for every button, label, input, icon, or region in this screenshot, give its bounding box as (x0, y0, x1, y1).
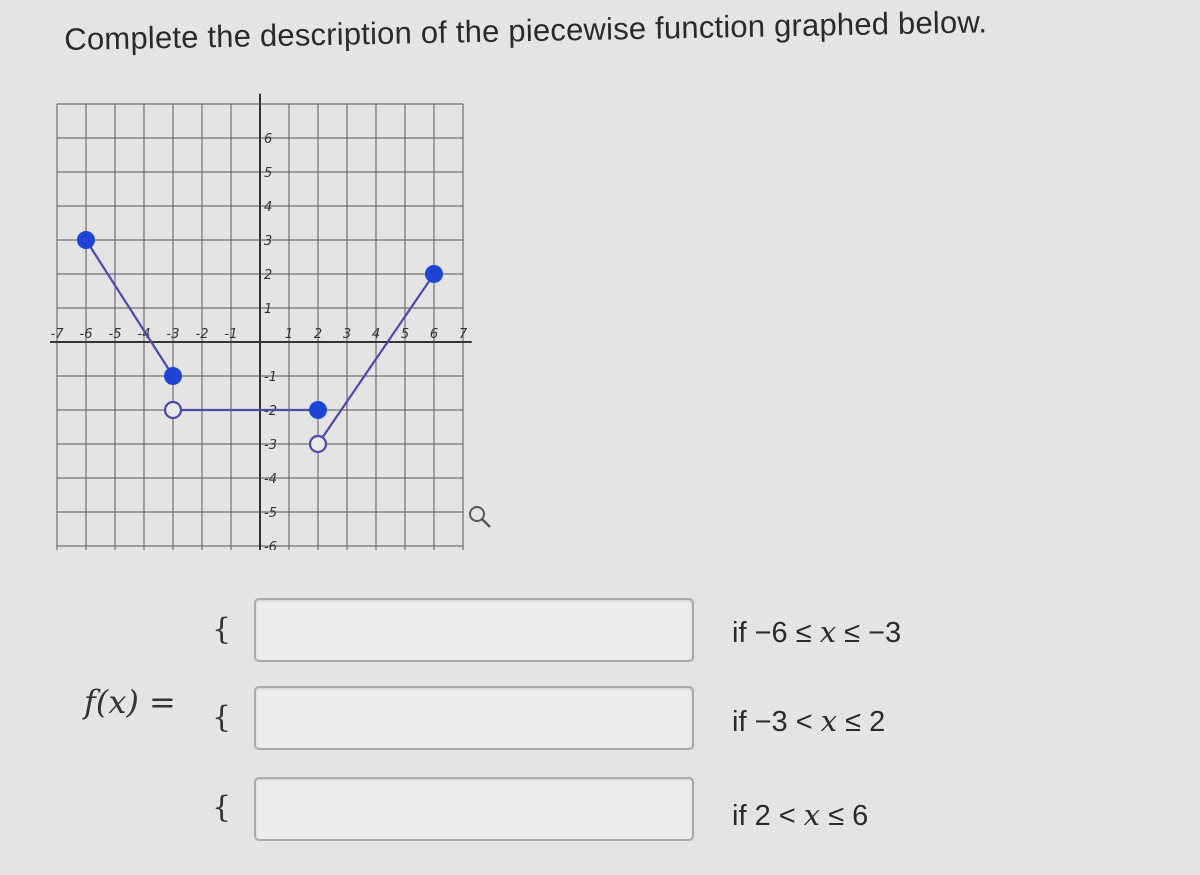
y-tick-label: -6 (264, 540, 277, 550)
y-tick-label: 5 (264, 166, 273, 181)
x-tick-label: -4 (137, 327, 151, 342)
piece-brace-2: { (212, 700, 232, 735)
cond-left: −3 (754, 706, 788, 738)
piece-2-condition (732, 704, 885, 739)
piece-brace-3: { (212, 790, 232, 825)
closed-point (425, 265, 443, 283)
cond-var: x (819, 615, 837, 649)
y-tick-label: 2 (264, 268, 273, 283)
cond-prefix: if (732, 706, 755, 738)
x-tick-label: 4 (371, 327, 381, 342)
y-tick-label: 3 (264, 234, 273, 249)
cond-op1: ≤ (795, 617, 812, 649)
x-tick-label: -7 (50, 327, 64, 342)
cond-left: −6 (754, 617, 788, 649)
x-tick-label: -5 (108, 327, 122, 342)
cond-var: x (820, 704, 838, 738)
piece-3-answer-input[interactable] (254, 777, 694, 841)
y-tick-label: 4 (264, 200, 273, 215)
y-tick-label: -1 (264, 370, 277, 385)
x-tick-label: -6 (79, 327, 93, 342)
cond-op2: ≤ (845, 706, 862, 738)
piece-2-answer-input[interactable] (254, 686, 694, 750)
x-tick-label: 3 (342, 327, 352, 342)
y-tick-label: -5 (264, 506, 277, 521)
closed-point (309, 401, 327, 419)
y-tick-label: -4 (264, 472, 277, 487)
function-var: x (108, 683, 127, 721)
x-tick-label: -1 (224, 327, 238, 342)
x-tick-label: -2 (195, 327, 209, 342)
y-tick-label: 6 (264, 132, 273, 147)
x-tick-label: 6 (429, 327, 439, 342)
x-tick-label: 5 (400, 327, 410, 342)
piece-brace-1: { (212, 612, 232, 647)
open-point (165, 402, 181, 418)
cond-right: 6 (852, 800, 869, 832)
piece-3-condition (732, 798, 868, 833)
y-tick-label: -2 (264, 404, 277, 419)
function-name: f (84, 683, 96, 721)
closed-point (164, 367, 182, 385)
x-tick-label: 1 (284, 327, 294, 342)
open-point (310, 436, 326, 452)
cond-var: x (803, 798, 821, 832)
y-tick-label: 1 (264, 302, 273, 317)
cond-right: 2 (869, 706, 886, 738)
cond-op1: < (778, 800, 796, 832)
piecewise-graph (50, 80, 500, 550)
cond-op2: ≤ (828, 800, 845, 832)
piece-1-answer-input[interactable] (254, 598, 694, 662)
magnifier-icon[interactable] (470, 507, 490, 527)
x-tick-label: 2 (313, 327, 323, 342)
cond-left: 2 (754, 800, 771, 832)
function-label: f(x) = (84, 683, 176, 721)
cond-right: −3 (868, 617, 902, 649)
question-prompt: Complete the description of the piecewise function graphed below. (64, 4, 988, 57)
closed-point (77, 231, 95, 249)
x-tick-label: -3 (166, 327, 180, 342)
cond-op2: ≤ (844, 617, 861, 649)
cond-prefix: if (732, 617, 755, 649)
piece-1-condition (732, 615, 901, 650)
graph-axes (50, 94, 472, 550)
cond-prefix: if (732, 800, 755, 832)
cond-op1: < (795, 706, 813, 738)
x-tick-label: 7 (458, 327, 468, 342)
y-tick-label: -3 (264, 438, 277, 453)
